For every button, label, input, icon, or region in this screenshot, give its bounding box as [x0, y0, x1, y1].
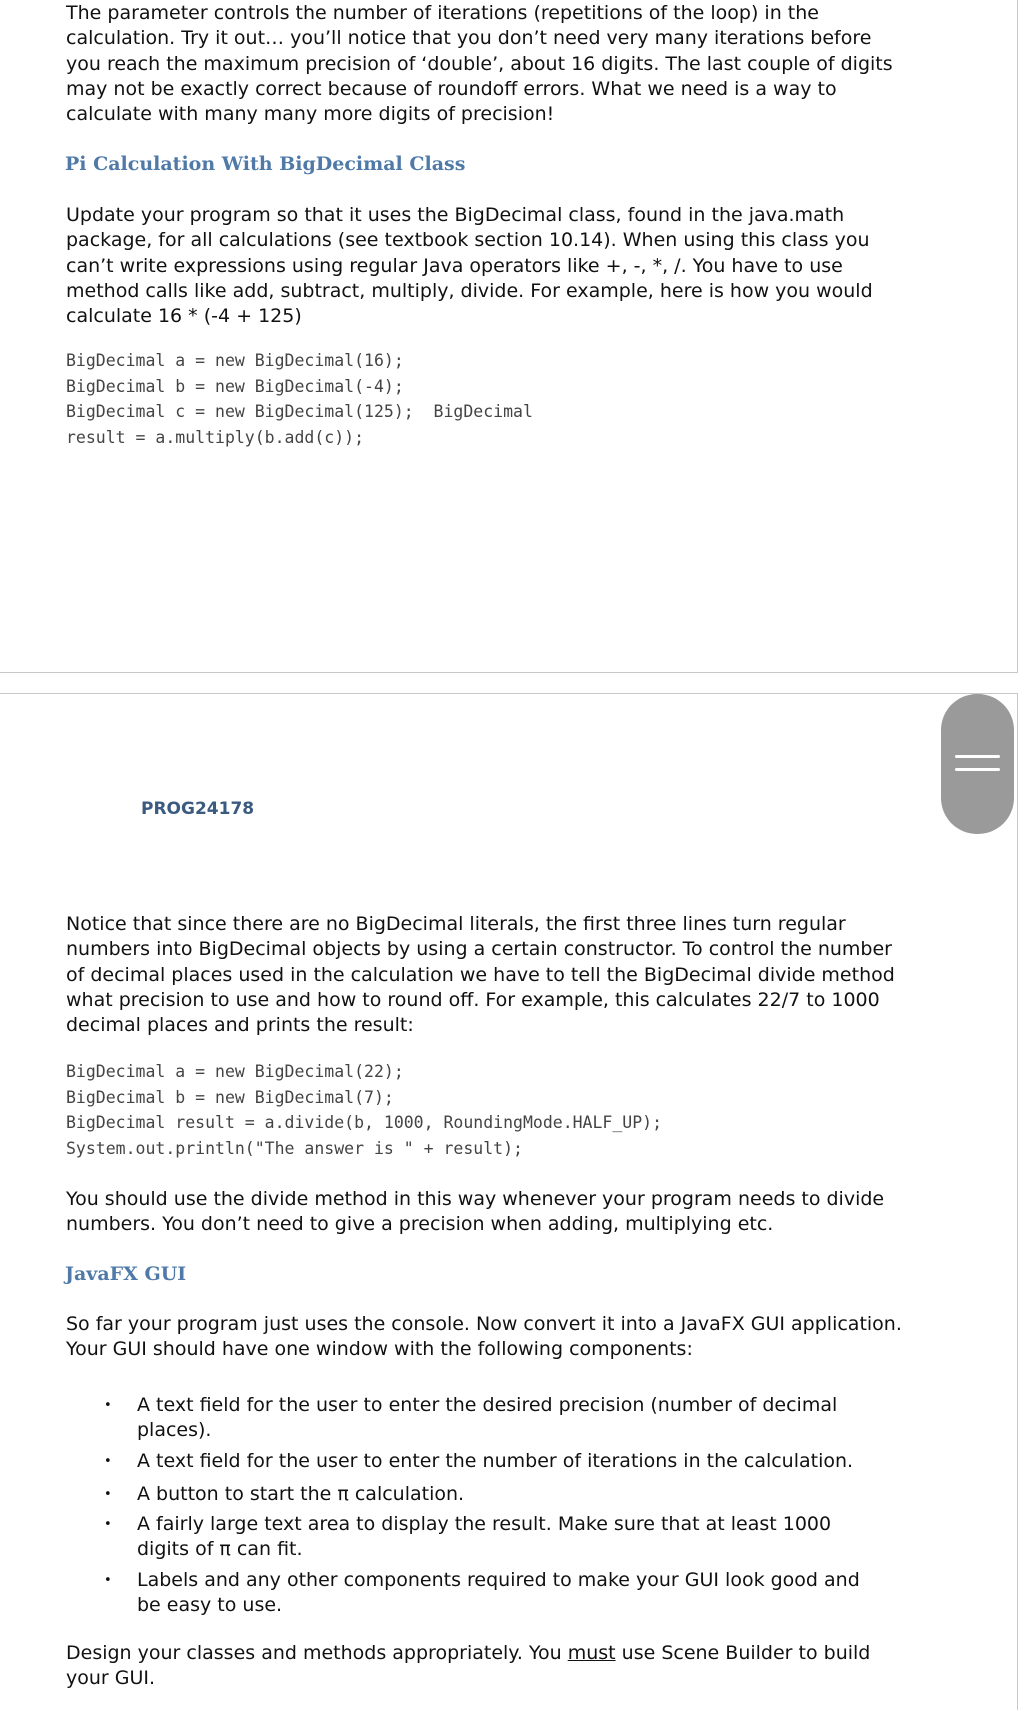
list-item: • Labels and any other components required to make your GUI look good and be easy to use.	[66, 1568, 886, 1619]
list-item: • A text field for the user to enter the desired precision (number of decimal places).	[66, 1393, 886, 1444]
design-text-before: Design your classes and methods appropriately. You	[66, 1642, 568, 1664]
document-page-1	[0, 0, 1018, 673]
literals-paragraph: Notice that since there are no BigDecimal literals, the first three lines turn regular numbers into BigDecimal objects by using a certain constructor. To control the number of decimal places used in the calculation we have to tell the BigDecimal divide method what precision to use and how to round off. For example, this calculates 22/7 to 1000 decimal places and prints the result:	[66, 913, 895, 1037]
gui-components-list	[66, 1393, 886, 1623]
design-text-after: use Scene Builder to build your GUI.	[66, 1642, 871, 1690]
list-item: • A fairly large text area to display the result. Make sure that at least 1000 digits of π can fit.	[66, 1512, 886, 1563]
gui-paragraph: So far your program just uses the console. Now convert it into a JavaFX GUI application. Your GUI should have one window with the following components:	[66, 1313, 902, 1361]
code-example-multiply: BigDecimal a = new BigDecimal(16); BigDecimal b = new BigDecimal(-4); BigDecimal c = new BigDecimal(125); BigDecimal result = a.multiply(b.add(c));	[66, 351, 533, 447]
course-code-header: PROG24178	[141, 799, 255, 819]
heading-bigdecimal: Pi Calculation With BigDecimal Class	[65, 153, 466, 175]
divide-paragraph: You should use the divide method in this way whenever your program needs to divide numbers. You don’t need to give a precision when adding, multiplying etc.	[66, 1188, 885, 1236]
list-item: • A button to start the π calculation.	[66, 1482, 886, 1507]
document-page-2	[0, 693, 1018, 1710]
grip-line	[955, 768, 1000, 771]
grip-line	[955, 755, 1000, 758]
design-paragraph	[66, 1641, 906, 1692]
page-gap	[0, 673, 1018, 693]
list-item: • A text field for the user to enter the number of iterations in the calculation.	[66, 1449, 886, 1474]
heading-javafx-gui: JavaFX GUI	[65, 1263, 187, 1285]
design-text-must: must	[567, 1642, 616, 1664]
code-example-divide: BigDecimal a = new BigDecimal(22); BigDecimal b = new BigDecimal(7); BigDecimal result = a.divide(b, 1000, RoundingMode.HALF_UP); System.out.println("The answer is " + result);	[66, 1062, 663, 1158]
drag-handle-icon[interactable]	[941, 694, 1014, 834]
intro-paragraph: The parameter controls the number of iterations (repetitions of the loop) in the calculation. Try it out… you’ll notice that you don’t need very many iterations before you reach the maximum precision of ‘double’, about 16 digits. The last couple of digits may not be exactly correct because of roundoff errors. What we need is a way to calculate with many many more digits of precision!	[66, 2, 893, 126]
bigdecimal-paragraph: Update your program so that it uses the BigDecimal class, found in the java.math package, for all calculations (see textbook section 10.14). When using this class you can’t write expressions using regular Java operators like +, -, *, /. You have to use method calls like add, subtract, multiply, divide. For example, here is how you would calculate 16 * (-4 + 125)	[66, 204, 873, 328]
